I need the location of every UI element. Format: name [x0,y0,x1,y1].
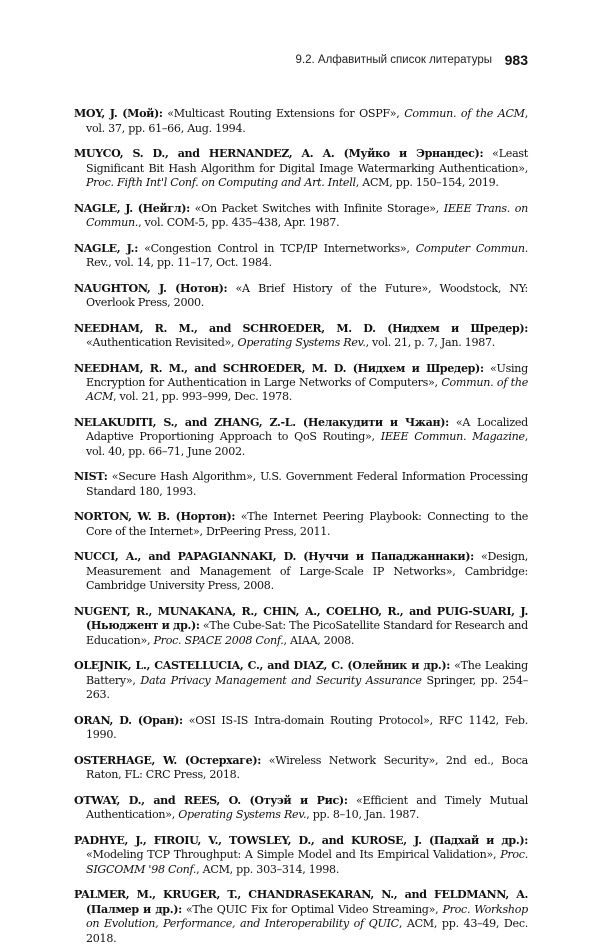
entry-authors: NAUGHTON, J. (Нотон): [74,281,228,295]
entry-title: «A Brief History of the Future», Woodstock, NY: Overlook Press, 2000. [86,281,528,309]
entry-source: IEEE Commun. Magazine [380,430,525,444]
entry-title: «Design, Measurement and Management of Large-Scale IP Networks», Cambridge: Cambridge University Press, 2008. [86,550,528,593]
entry-source: Commun. of the ACM [86,376,528,404]
entry-title: «A Localized Adaptive Proportioning Approach to QoS Routing», [86,416,528,444]
entry-source: Operating Systems Rev. [237,336,366,349]
entry-authors: OTWAY, D., and REES, O. (Отуэй и Рис): [74,793,348,807]
entry-title: «The Cube-Sat: The PicoSatellite Standard for Research and Education», [86,619,528,647]
entry-authors: NORTON, W. B. (Нортон): [74,510,236,524]
entry-details: , ACM, pp. 303–314, 1998. [196,862,340,876]
entry-title: «The Internet Peering Playbook: Connecting to the Core of the Internet», DrPeering Press, 2011. [86,510,528,538]
entry-title: «Using Encryption for Authentication in Large Networks of Computers», [86,361,528,389]
entry-details: , vol. COM-5, pp. 435–438, Apr. 1987. [138,216,340,229]
entry-title: «Secure Hash Algorithm», U.S. Government Federal Information Processing Standard 180, 1993. [86,470,528,498]
entry-source: Proc. SIGCOMM '98 Conf. [86,848,528,876]
section-title: 9.2. Алфавитный список литературы [295,54,492,66]
entry-details: , ACM, pp. 150–154, 2019. [355,176,499,189]
bib-entry [74,107,528,136]
entry-authors: NIST: [74,470,108,484]
entry-title: «Authentication Revisited», [86,336,238,349]
bib-entry [74,242,528,271]
entry-authors: NUGENT, R., MUNAKANA, R., CHIN, A., COELHO, R., and PUIG-SUARI, J. (Ньюджент и др.): [74,604,528,633]
entry-authors: MOY, J. (Мой): [74,107,163,121]
entry-title: «Efficient and Timely Mutual Authentication», [86,793,528,822]
entry-title: «OSI IS-IS Intra-domain Routing Protocol», RFC 1142, Feb. 1990. [86,713,528,742]
bib-entry [74,416,528,459]
entry-source: IEEE Trans. on Commun. [86,201,528,229]
bib-entry [74,147,528,190]
entry-authors: NELAKUDITI, S., and ZHANG, Z.-L. (Нелакудити и Чжан): [74,416,449,429]
bib-entry [74,202,528,231]
bib-entry [74,510,528,539]
entry-source: Proc. Fifth Int'l Conf. on Computing and Art. Intell [86,176,356,189]
bib-entry [74,470,528,499]
entry-details: , vol. 21, pp. 993–999, Dec. 1978. [113,390,292,404]
entry-title: «Wireless Network Security», 2nd ed., Boca Raton, FL: CRC Press, 2018. [86,753,528,782]
entry-details: , ACM, pp. 43–49, Dec. 2018. [86,917,529,945]
entry-title: «The QUIC Fix for Optimal Video Streaming», [181,902,443,916]
entry-authors: NEEDHAM, R. M., and SCHROEDER, M. D. (Нидхем и Шредер): [74,361,484,375]
entry-details: , vol. 40, pp. 66–71, June 2002. [86,430,528,458]
entry-title: «The Leaking Battery», [86,659,528,687]
entry-authors: NEEDHAM, R. M., and SCHROEDER, M. D. (Нидхем и Шредер): [74,321,528,335]
bib-entry [74,282,528,311]
entry-details: , AIAA, 2008. [283,633,355,647]
bib-entry [74,322,528,351]
entry-source: Data Privacy Management and Security Assurance [140,673,422,687]
bib-entry [74,888,528,946]
entry-title: «Multicast Routing Extensions for OSPF», [162,107,405,121]
bib-entry [74,362,528,405]
bib-entry [74,834,528,877]
running-header [74,52,528,70]
entry-authors: NAGLE, J.: [74,241,138,255]
entry-authors: NUCCI, A., and PAPAGIANNAKI, D. (Нуччи и Пападжаннаки): [74,550,474,564]
entry-details: , vol. 21, p. 7, Jan. 1987. [365,336,496,349]
bib-entry [74,659,528,702]
entry-authors: OSTERHAGE, W. (Остерхаге): [74,753,262,767]
page-number: 983 [504,52,528,68]
entry-title: «Least Significant Bit Hash Algorithm for Digital Image Watermarking Authentication», [86,147,528,175]
bib-entry [74,794,528,823]
entry-authors: PADHYE, J., FIROIU, V., TOWSLEY, D., and KUROSE, J. (Падхай и др.): [74,833,528,847]
entry-authors: MUYCO, S. D., and HERNANDEZ, A. A. (Муйко и Эрнандес): [74,147,484,161]
entry-source: Proc. Workshop on Evolution, Performance, and Interoperability of QUIC [86,902,529,931]
entry-authors: NAGLE, J. (Нейгл): [74,201,190,215]
entry-details: Springer, pp. 254–263. [86,673,528,702]
bibliography-list [74,96,528,949]
entry-source: Operating Systems Rev. [178,808,307,822]
entry-title: «On Packet Switches with Infinite Storage», [189,201,444,215]
entry-title: «Modeling TCP Throughput: A Simple Model and Its Empirical Validation», [86,848,501,862]
entry-authors: PALMER, M., KRUGER, T., CHANDRASEKARAN, N., and FELDMANN, A. (Палмер и др.): [74,888,528,916]
bib-entry [74,754,528,783]
entry-authors: OLEJNIK, L., CASTELLUCIA, C., and DIAZ, C. (Олейник и др.): [74,659,451,673]
entry-details: Rev., vol. 14, pp. 11–17, Oct. 1984. [86,256,272,269]
entry-details: , vol. 37, pp. 61–66, Aug. 1994. [86,107,528,135]
entry-source: Computer Commun. [415,241,528,255]
entry-title: «Congestion Control in TCP/IP Internetworks», [137,241,416,255]
entry-source: Commun. of the ACM [404,107,525,121]
entry-details: , pp. 8–10, Jan. 1987. [306,808,420,822]
entry-authors: ORAN, D. (Оран): [74,713,183,727]
bib-entry [74,714,528,743]
bib-entry [74,605,528,648]
bib-entry [74,550,528,593]
entry-source: Proc. SPACE 2008 Conf. [153,633,284,647]
